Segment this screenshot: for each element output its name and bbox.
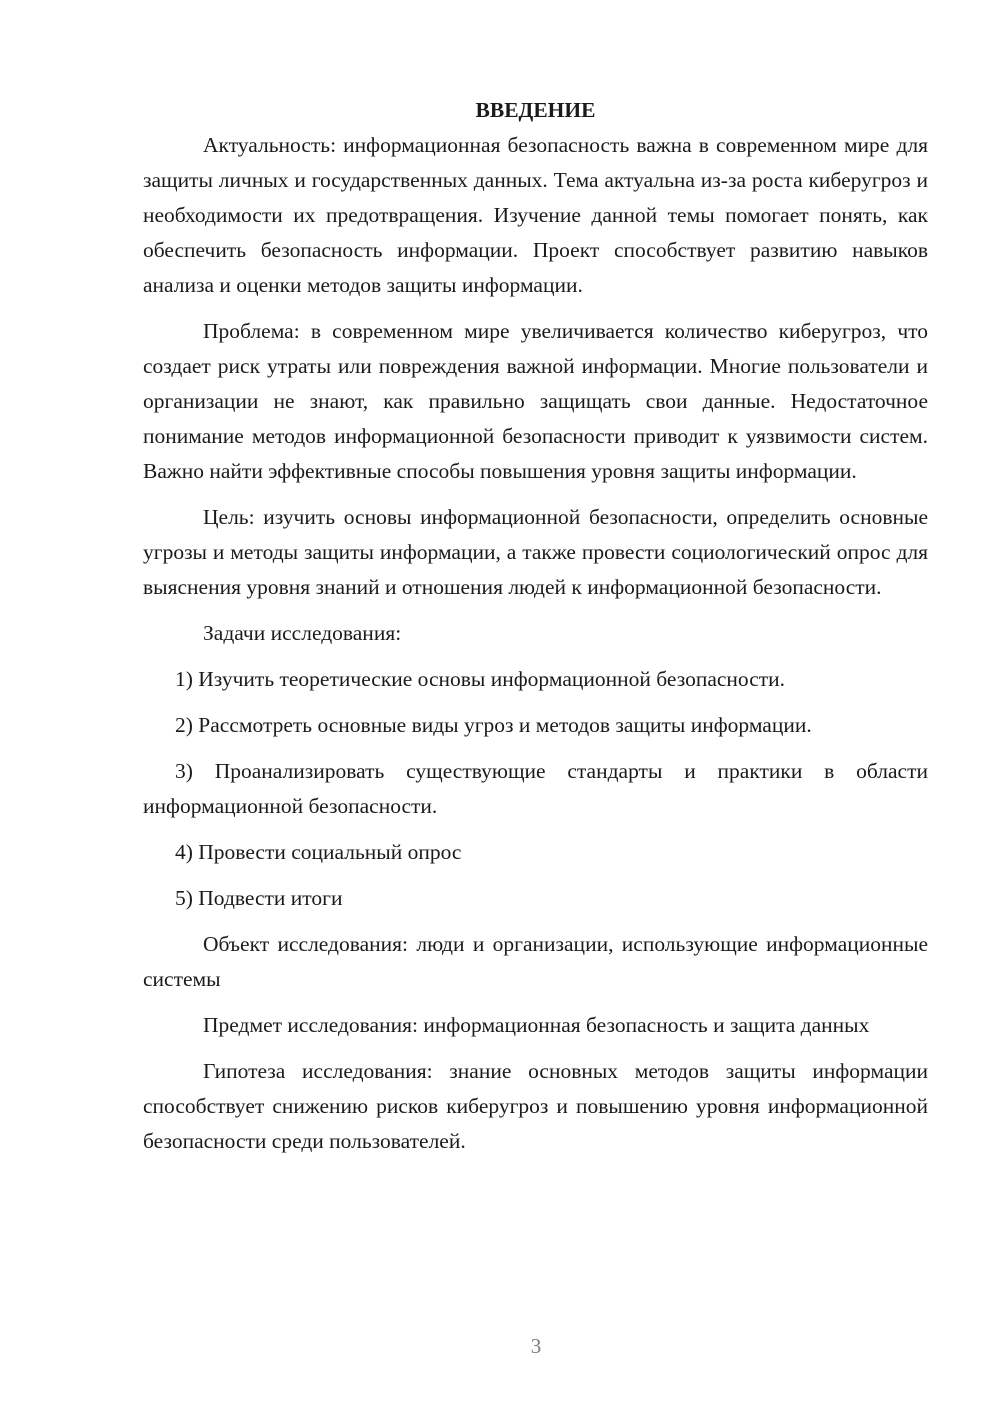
goal-paragraph: Цель: изучить основы информационной безопасности, определить основные угрозы и методы защиты информации, а также провести социологический опрос для выяснения уровня знаний и отношения людей к информационной безопасности.: [143, 505, 928, 599]
hypothesis-paragraph: Гипотеза исследования: знание основных методов защиты информации способствует снижению рисков киберугроз и повышению уровня информационной безопасности среди пользователей.: [143, 1059, 928, 1153]
page-number: 3: [530, 1334, 542, 1358]
task-item: 2) Рассмотреть основные виды угроз и методов защиты информации.: [175, 713, 812, 737]
task-item: 3) Проанализировать существующие стандарты и практики в области информационной безопасности.: [143, 759, 928, 818]
task-item: 1) Изучить теоретические основы информационной безопасности.: [175, 667, 786, 691]
tasks-title: Задачи исследования:: [203, 621, 402, 645]
page-content: [143, 93, 928, 1170]
section-heading: ВВЕДЕНИЕ: [475, 98, 596, 122]
problem-paragraph: Проблема: в современном мире увеличивается количество киберугроз, что создает риск утраты или повреждения важной информации. Многие пользователи и организации не знают, как правильно защищать свои данные. Недостаточное понимание методов информационной безопасности приводит к уязвимости систем. Важно найти эффективные способы повышения уровня защиты информации.: [143, 319, 928, 483]
task-item: 5) Подвести итоги: [175, 886, 343, 910]
task-item: 4) Провести социальный опрос: [175, 840, 462, 864]
research-object-paragraph: Объект исследования: люди и организации, использующие информационные системы: [143, 932, 928, 991]
tasks-list: [143, 662, 928, 916]
research-subject-paragraph: Предмет исследования: информационная безопасность и защита данных: [203, 1013, 870, 1037]
relevance-paragraph: Актуальность: информационная безопасность важна в современном мире для защиты личных и государственных данных. Тема актуальна из-за роста киберугроз и необходимости их предотвращения. Изучение данной темы помогает понять, как обеспечить безопасность информации. Проект способствует развитию навыков анализа и оценки методов защиты информации.: [143, 133, 928, 297]
